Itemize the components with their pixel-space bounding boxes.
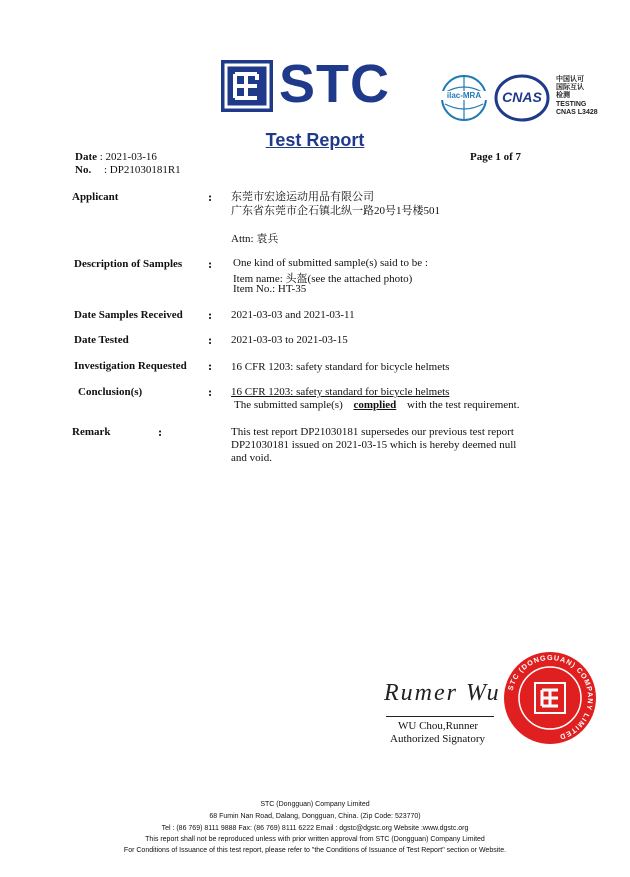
remark-line: This test report DP21030181 supersedes our previous test report (231, 426, 514, 438)
signatory-title: Authorized Signatory (390, 733, 486, 745)
date-label: Date (75, 151, 97, 163)
stc-logo (221, 54, 411, 114)
investigation-label: Investigation Requested (74, 360, 187, 372)
cnas-badge (494, 74, 550, 122)
applicant-address: 广东省东莞市企石镇北纵一路20号1号楼501 (231, 205, 440, 217)
description-line: Item name: 头盔(see the attached photo) (233, 273, 413, 285)
stc-logo-text: STC (279, 54, 390, 114)
page-number: Page 1 of 7 (470, 151, 522, 163)
applicant-colon: : (208, 191, 213, 204)
tested-value: 2021-03-03 to 2021-03-15 (231, 334, 348, 346)
footer-company: STC (Dongguan) Company Limited (260, 801, 370, 808)
seal-text: STC (DONGGUAN) COMPANY LIMITED (505, 652, 596, 742)
applicant-name: 东莞市宏途运动用品有限公司 (231, 191, 374, 203)
accreditation-line: 国际互认 (556, 84, 584, 92)
cnas-accreditation-text (556, 76, 598, 117)
accreditation-line: 中国认可 (556, 76, 584, 83)
received-label: Date Samples Received (74, 309, 183, 321)
page-title: Test Report (265, 130, 365, 150)
number-value: : DP21030181R1 (103, 164, 181, 176)
received-value: 2021-03-03 and 2021-03-11 (231, 309, 355, 321)
ilac-mra-badge (440, 74, 488, 122)
ilac-mra-text: ilac-MRA (440, 91, 488, 100)
received-colon: : (208, 309, 213, 322)
description-line: Item No.: HT-35 (233, 283, 307, 295)
conclusion-keyword: complied (353, 399, 397, 411)
conclusion-colon: : (208, 386, 213, 399)
footer-notice: For Conditions of Issuance of this test report, please refer to "the Conditions of Issuance of Test Report" section or Website. (123, 847, 507, 854)
number-label: No. (75, 164, 92, 176)
date-value: : 2021-03-16 (99, 151, 157, 163)
conclusion-post: with the test requirement. (407, 399, 520, 411)
applicant-label: Applicant (72, 191, 119, 203)
conclusion-label: Conclusion(s) (78, 386, 143, 398)
tested-colon: : (208, 334, 213, 347)
signature-line (386, 716, 494, 717)
remark-line: DP21030181 issued on 2021-03-15 which is hereby deemed null (231, 439, 517, 451)
description-colon: : (208, 258, 213, 271)
accreditation-line: TESTING (556, 100, 587, 108)
remark-line: and void. (231, 452, 272, 464)
accreditation-line: 检测 (556, 92, 570, 100)
tested-label: Date Tested (74, 334, 129, 346)
seal-icon (502, 650, 598, 746)
footer-notice: This report shall not be reproduced unless with prior written approval from STC (Dongguan) Company Limited (145, 836, 485, 843)
handwritten-signature: Rumer Wu (384, 680, 501, 706)
signatory-name: WU Chou,Runner (398, 720, 479, 732)
conclusion-pre: The submitted sample(s) (234, 399, 343, 411)
conclusion-standard: 16 CFR 1203: safety standard for bicycle helmets (231, 386, 450, 398)
investigation-colon: : (208, 360, 213, 373)
cnas-text: CNAS (502, 89, 542, 105)
accreditation-line: CNAS L3428 (556, 108, 598, 116)
investigation-value: 16 CFR 1203: safety standard for bicycle helmets (231, 361, 450, 373)
footer-contact: Tel : (86 769) 8111 9888 Fax: (86 769) 8111 6222 Email : dgstc@dgstc.org Website :www.dgstc.org (161, 825, 469, 832)
report-date (75, 151, 157, 163)
description-line: One kind of submitted sample(s) said to be : (233, 257, 428, 269)
applicant-attn: Attn: 袁兵 (231, 233, 279, 245)
remark-colon: : (158, 426, 163, 439)
footer-address: 68 Fumin Nan Road, Dalang, Dongguan, China. (Zip Code: 523770) (209, 813, 421, 820)
report-number (75, 164, 181, 176)
remark-label: Remark (72, 426, 111, 438)
conclusion-result (234, 399, 519, 411)
company-seal (502, 650, 598, 746)
description-label: Description of Samples (74, 258, 183, 270)
